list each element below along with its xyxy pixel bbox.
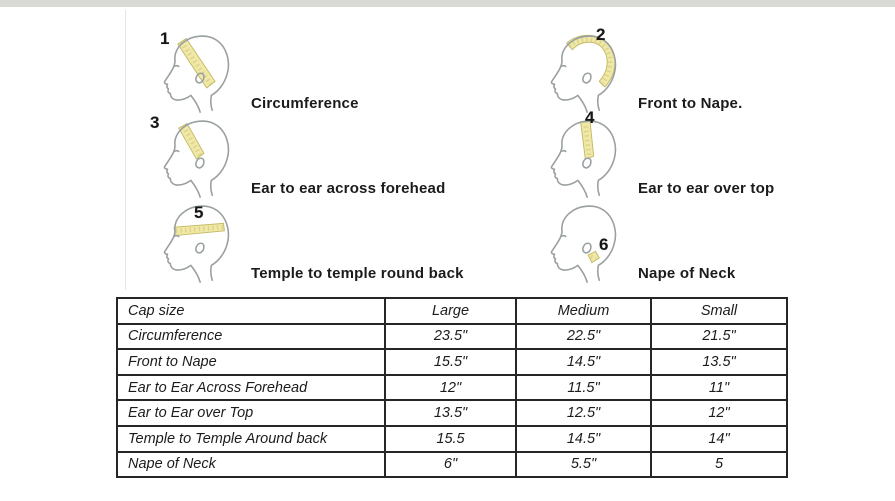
value-cell: 14.5" xyxy=(516,426,651,452)
value-cell: 12" xyxy=(651,400,787,426)
value-cell: 11.5" xyxy=(516,375,651,401)
diagram-number: 1 xyxy=(160,29,170,48)
diagram-number: 2 xyxy=(596,25,606,44)
head-profile-drawing xyxy=(535,117,630,199)
measurement-diagram-ear-to-ear-forehead xyxy=(148,113,535,202)
value-cell: 15.5 xyxy=(385,426,516,452)
table-row xyxy=(117,400,787,426)
measurement-diagram-circumference xyxy=(148,29,535,117)
table-row xyxy=(117,324,787,350)
diagram-number: 3 xyxy=(150,113,160,132)
measurement-label: Nape of Neck xyxy=(638,265,736,282)
row-label-cell: Ear to Ear over Top xyxy=(117,400,385,426)
measurement-diagrams-panel xyxy=(125,10,785,290)
value-cell: 23.5" xyxy=(385,324,516,350)
measurement-diagram-front-to-nape xyxy=(535,25,785,117)
head-profile-drawing xyxy=(148,117,243,199)
value-cell: 11" xyxy=(651,375,787,401)
head-profile-drawing xyxy=(535,32,630,114)
row-label-cell: Ear to Ear Across Forehead xyxy=(117,375,385,401)
table-header-cell: Medium xyxy=(516,298,651,324)
value-cell: 5.5" xyxy=(516,452,651,478)
row-label-cell: Temple to Temple Around back xyxy=(117,426,385,452)
head-illustration xyxy=(148,113,243,199)
row-label-cell: Front to Nape xyxy=(117,349,385,375)
measurement-label: Circumference xyxy=(251,95,359,112)
table-header-cell: Small xyxy=(651,298,787,324)
measurement-diagram-ear-to-ear-top xyxy=(535,108,785,202)
measurement-label: Ear to ear across forehead xyxy=(251,180,446,197)
value-cell: 6" xyxy=(385,452,516,478)
tape-band xyxy=(588,251,599,262)
head-illustration xyxy=(148,202,243,284)
cap-size-table xyxy=(116,297,788,478)
head-illustration xyxy=(148,29,243,114)
head-illustration xyxy=(535,202,630,284)
measurement-diagram-nape-of-neck xyxy=(535,202,785,287)
diagram-number: 4 xyxy=(585,108,595,127)
top-edge-strip xyxy=(0,0,895,7)
value-cell: 22.5" xyxy=(516,324,651,350)
head-illustration xyxy=(535,108,630,199)
value-cell: 14.5" xyxy=(516,349,651,375)
measurement-label: Temple to temple round back xyxy=(251,265,464,282)
row-label-cell: Nape of Neck xyxy=(117,452,385,478)
table-header-cell: Cap size xyxy=(117,298,385,324)
value-cell: 12.5" xyxy=(516,400,651,426)
value-cell: 13.5" xyxy=(385,400,516,426)
value-cell: 12" xyxy=(385,375,516,401)
diagram-number: 5 xyxy=(194,203,204,222)
table-header-row xyxy=(117,298,787,324)
measurement-diagram-temple-to-temple xyxy=(148,202,535,287)
value-cell: 13.5" xyxy=(651,349,787,375)
diagram-number: 6 xyxy=(599,235,609,254)
table-row xyxy=(117,375,787,401)
table-row xyxy=(117,426,787,452)
value-cell: 21.5" xyxy=(651,324,787,350)
head-illustration xyxy=(535,25,630,114)
value-cell: 15.5" xyxy=(385,349,516,375)
row-label-cell: Circumference xyxy=(117,324,385,350)
table-row xyxy=(117,349,787,375)
value-cell: 5 xyxy=(651,452,787,478)
measurement-label: Front to Nape. xyxy=(638,95,743,112)
table-header-cell: Large xyxy=(385,298,516,324)
head-profile-drawing xyxy=(535,202,630,284)
value-cell: 14" xyxy=(651,426,787,452)
measurement-label: Ear to ear over top xyxy=(638,180,775,197)
table-row xyxy=(117,452,787,478)
